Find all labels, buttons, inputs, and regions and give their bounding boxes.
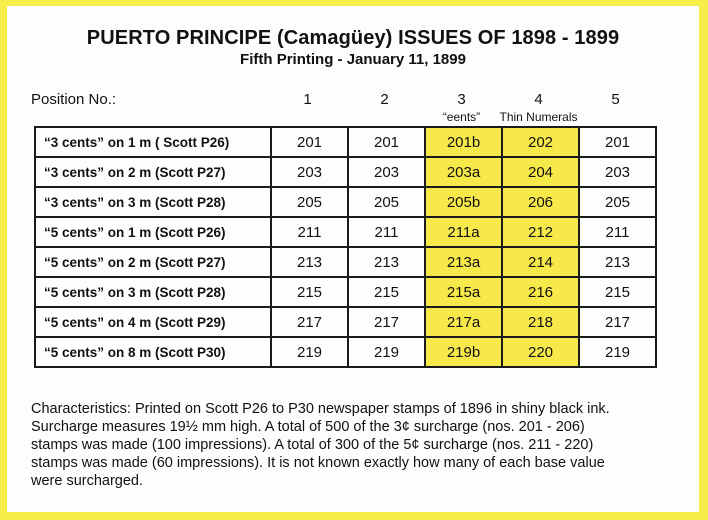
catalog-number-pos-1: 217 — [271, 307, 348, 337]
table-row — [35, 307, 656, 337]
catalog-number-pos-2: 201 — [348, 127, 425, 157]
characteristics-text — [31, 400, 691, 490]
catalog-number-pos-2: 215 — [348, 277, 425, 307]
surcharge-table — [34, 126, 657, 368]
catalog-number-pos-5: 215 — [579, 277, 656, 307]
catalog-number-pos-4: 214 — [502, 247, 579, 277]
characteristics-line: were surcharged. — [31, 473, 144, 489]
characteristics-line: Characteristics: Printed on Scott P26 to P30 newspaper stamps of 1896 in shiny black ink. — [31, 401, 610, 417]
catalog-number-pos-3: 201b — [425, 127, 502, 157]
stamp-description: “5 cents” on 8 m (Scott P30) — [35, 337, 271, 367]
catalog-number-pos-1: 219 — [271, 337, 348, 367]
characteristics-line: Surcharge measures 19½ mm high. A total of 500 of the 3¢ surcharge (nos. 201 - 206) — [31, 419, 585, 435]
catalog-number-pos-2: 213 — [348, 247, 425, 277]
catalog-number-pos-1: 213 — [271, 247, 348, 277]
position-note-4: Thin Numerals — [499, 110, 578, 124]
page-title: PUERTO PRINCIPE (Camagüey) ISSUES OF 1898 - 1899 — [86, 27, 620, 49]
catalog-number-pos-5: 211 — [579, 217, 656, 247]
catalog-number-pos-3: 203a — [425, 157, 502, 187]
catalog-number-pos-5: 213 — [579, 247, 656, 277]
catalog-number-pos-1: 215 — [271, 277, 348, 307]
catalog-number-pos-1: 201 — [271, 127, 348, 157]
catalog-number-pos-3: 211a — [425, 217, 502, 247]
position-note-3: “eents” — [442, 110, 481, 124]
table-row — [35, 337, 656, 367]
position-header-4: 4 — [534, 91, 543, 108]
catalog-number-pos-1: 211 — [271, 217, 348, 247]
stamp-description: “5 cents” on 2 m (Scott P27) — [35, 247, 271, 277]
catalog-number-pos-1: 205 — [271, 187, 348, 217]
catalog-number-pos-4: 204 — [502, 157, 579, 187]
catalog-number-pos-5: 203 — [579, 157, 656, 187]
stamp-description: “3 cents” on 2 m (Scott P27) — [35, 157, 271, 187]
stamp-description: “3 cents” on 3 m (Scott P28) — [35, 187, 271, 217]
catalog-number-pos-3: 213a — [425, 247, 502, 277]
catalog-number-pos-3: 217a — [425, 307, 502, 337]
catalog-number-pos-5: 201 — [579, 127, 656, 157]
catalog-number-pos-5: 205 — [579, 187, 656, 217]
catalog-number-pos-2: 219 — [348, 337, 425, 367]
page-subtitle: Fifth Printing - January 11, 1899 — [240, 51, 466, 68]
catalog-number-pos-4: 212 — [502, 217, 579, 247]
catalog-number-pos-1: 203 — [271, 157, 348, 187]
catalog-number-pos-4: 202 — [502, 127, 579, 157]
position-header-2: 2 — [380, 91, 389, 108]
catalog-number-pos-3: 205b — [425, 187, 502, 217]
characteristics-line: stamps was made (100 impressions). A total of 300 of the 5¢ surcharge (nos. 211 - 220) — [31, 437, 594, 453]
catalog-number-pos-5: 219 — [579, 337, 656, 367]
catalog-number-pos-3: 215a — [425, 277, 502, 307]
document-page — [7, 6, 699, 512]
catalog-number-pos-2: 205 — [348, 187, 425, 217]
table-row — [35, 127, 656, 157]
stamp-description: “5 cents” on 3 m (Scott P28) — [35, 277, 271, 307]
position-header-3: 3 — [457, 91, 466, 108]
catalog-number-pos-4: 218 — [502, 307, 579, 337]
stamp-description: “3 cents” on 1 m ( Scott P26) — [35, 127, 271, 157]
table-row — [35, 187, 656, 217]
catalog-number-pos-2: 203 — [348, 157, 425, 187]
position-header-5: 5 — [611, 91, 620, 108]
catalog-number-pos-4: 216 — [502, 277, 579, 307]
position-header-1: 1 — [303, 91, 312, 108]
characteristics-line: stamps was made (60 impressions). It is not known exactly how many of each base value — [31, 455, 605, 471]
table-row — [35, 217, 656, 247]
catalog-number-pos-2: 217 — [348, 307, 425, 337]
position-label: Position No.: — [31, 91, 117, 108]
catalog-number-pos-5: 217 — [579, 307, 656, 337]
stamp-description: “5 cents” on 4 m (Scott P29) — [35, 307, 271, 337]
catalog-number-pos-4: 206 — [502, 187, 579, 217]
stamp-description: “5 cents” on 1 m (Scott P26) — [35, 217, 271, 247]
table-row — [35, 277, 656, 307]
catalog-number-pos-4: 220 — [502, 337, 579, 367]
table-row — [35, 247, 656, 277]
catalog-number-pos-2: 211 — [348, 217, 425, 247]
table-row — [35, 157, 656, 187]
catalog-number-pos-3: 219b — [425, 337, 502, 367]
